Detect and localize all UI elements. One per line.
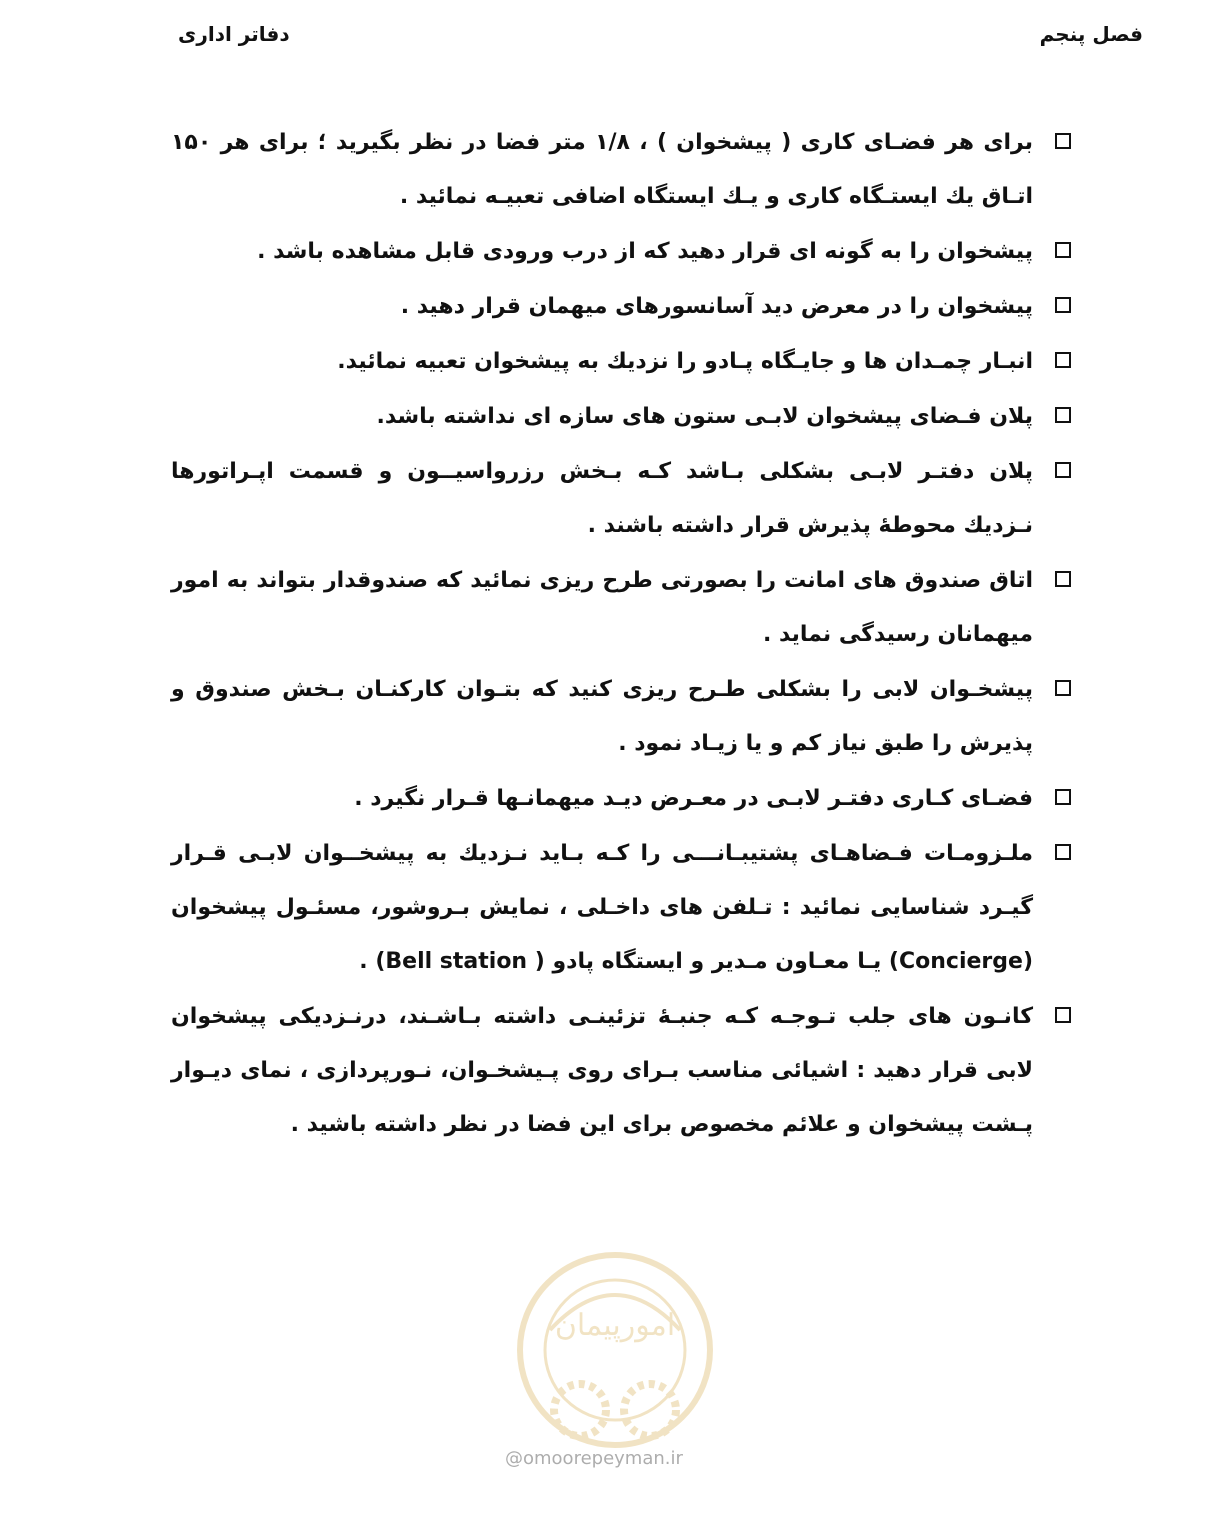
checkbox-icon [1055,407,1071,423]
list-item [171,990,1071,1152]
checklist [171,116,1071,1153]
list-item-text: برای هر فضـای کاری ( پیشخوان ) ، ۱/۸ متر فضا در نظر بگیرید ؛ برای هر ۱۵۰ اتـاق یك ایستـگاه کاری و یـك ایستگاه اضافی تعبیـه نمائید . [171,130,1033,209]
list-item [171,116,1071,224]
checkbox-icon [1055,571,1071,587]
list-item [171,445,1071,553]
watermark-logo-text: امورپیمان [554,1308,676,1343]
list-item-text: پیشخـوان لابی را بشکلی طـرح ریزی کنید که بتـوان کارکنـان بـخش صندوق و پذیرش را طبق نیاز کم و یا زیـاد نمود . [171,677,1033,756]
list-item-text: پیشخوان را در معرض دید آسانسورهای میهمان قرار دهید . [400,294,1033,319]
list-item-text: ملـزومـات فـضاهـای پشتیبـانـــی را کـه بـاید نـزدیك به پیشخــوان لابـی قـرار گیـرد شناسایی نمائید : تـلفن های داخـلی ، نمایش بـروشور، مسئـول پیشخوان (Concierge) یـا معـاون مـدیر و ایستگاه پادو ( Bell station) . [171,841,1033,974]
list-item-text: پلان فـضای پیشخوان لابـی ستون های سازه ای نداشته باشد. [376,404,1033,429]
list-item [171,335,1071,389]
checkbox-icon [1055,1007,1071,1023]
book-title-header: دفاتر اداری [178,22,290,46]
checkbox-icon [1055,462,1071,478]
list-item [171,772,1071,826]
list-item-text: فضـای کـاری دفتـر لابـی در معـرض دیـد میهمانـها قـرار نگیرد . [354,786,1033,811]
checkbox-icon [1055,844,1071,860]
list-item [171,390,1071,444]
checkbox-icon [1055,352,1071,368]
checkbox-icon [1055,242,1071,258]
list-item [171,827,1071,989]
list-item [171,554,1071,662]
list-item-text: پیشخوان را به گونه ای قرار دهید که از درب ورودی قابل مشاهده باشد . [257,239,1033,264]
list-item-text: اتاق صندوق های امانت را بصورتی طرح ریزی نمائید که صندوقدار بتواند به امور میهمانان رسیدگی نماید . [171,568,1033,647]
checkbox-icon [1055,789,1071,805]
list-item [171,280,1071,334]
list-item-text: کانـون های جلب تـوجـه کـه جنبـهٔ تزئینـی داشته بـاشـند، درنـزدیکی پیشخوان لابی قرار دهید : اشیائی مناسب بـرای روی پـیشخـوان، نـورپردازی ، نمای دیـوار پـشت پیشخوان و علائم مخصوص برای این فضا در نظر داشته باشید . [171,1004,1033,1137]
list-item-text: پلان دفتـر لابـی بشکلی بـاشد کـه بـخش رزرواسیــون و قسمت اپـراتورها نـزدیك محوطهٔ پذیرش قرار داشته باشند . [171,459,1033,538]
checkbox-icon [1055,133,1071,149]
list-item [171,663,1071,771]
chapter-header: فصل پنجم [1039,22,1143,46]
list-item-text: انبـار چمـدان ها و جایـگاه پـادو را نزدیك به پیشخوان تعبیه نمائید. [337,349,1033,374]
watermark-url: @omoorepeyman.ir [505,1448,683,1469]
checkbox-icon [1055,297,1071,313]
checkbox-icon [1055,680,1071,696]
list-item [171,225,1071,279]
